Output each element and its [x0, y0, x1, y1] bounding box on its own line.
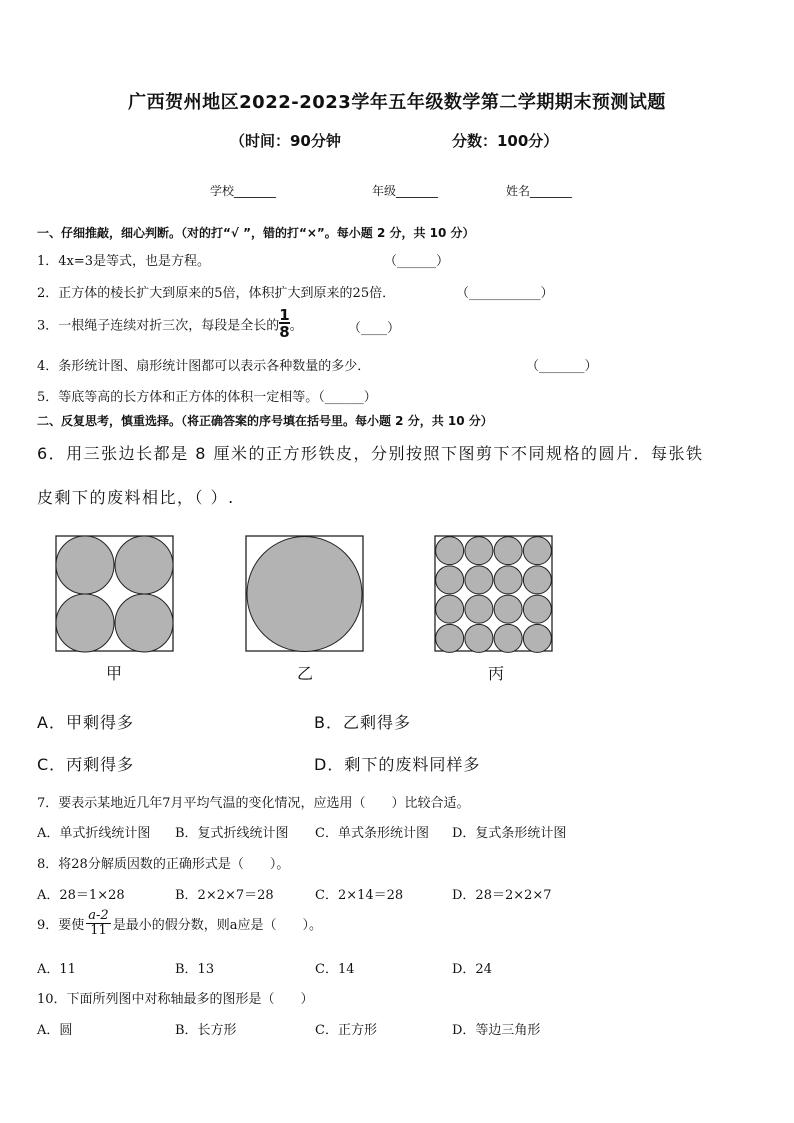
question-8: 8．将28分解质因数的正确形式是（ ）。	[37, 857, 290, 872]
circle-piece	[56, 536, 114, 594]
q7-option-c[interactable]: C．单式条形统计图	[315, 826, 429, 841]
q10-option-a[interactable]: A．圆	[37, 1023, 73, 1038]
question-6-line2: 皮剩下的废料相比，（ ）.	[37, 488, 235, 507]
circle-piece	[56, 594, 114, 652]
circle-piece	[247, 537, 362, 652]
circle-piece	[523, 624, 551, 652]
fraction-a-minus-2-over-11: $\frac{a-2}{11}$	[88, 908, 109, 938]
question-4: 4．条形统计图、扇形统计图都可以表示各种数量的多少．	[37, 359, 371, 374]
q8-option-c[interactable]: C．2×14＝28	[315, 888, 404, 903]
question-1-blank: （______）	[384, 254, 450, 269]
figure-yi-label: 乙	[297, 664, 314, 683]
question-3-blank: （____）	[348, 321, 401, 336]
q7-option-d[interactable]: D．复式条形统计图	[452, 826, 567, 841]
circle-piece	[436, 595, 464, 623]
q9-option-c[interactable]: C．14	[315, 962, 355, 977]
question-3: 3．一根绳子连续对折三次，每段是全长的 $\frac{1}{8}$ 。	[37, 306, 303, 341]
question-5: 5．等底等高的长方体和正方体的体积一定相等。（______）	[37, 390, 377, 405]
question-2-blank: （___________）	[456, 286, 554, 301]
q6-option-d[interactable]: D．剩下的废料同样多	[314, 755, 481, 774]
page-title: 广西贺州地区2022-2023学年五年级数学第二学期期末预测试题	[128, 92, 666, 113]
circle-piece	[494, 566, 522, 594]
circle-piece	[523, 595, 551, 623]
school-field: 学校_______	[210, 184, 277, 198]
question-3-text: 3．一根绳子连续对折三次，每段是全长的	[37, 318, 280, 334]
grade-field: 年级_______	[372, 184, 439, 198]
circle-piece	[523, 566, 551, 594]
q6-option-c[interactable]: C．丙剩得多	[37, 755, 135, 774]
circle-piece	[465, 624, 493, 652]
q7-option-b[interactable]: B．复式折线统计图	[175, 826, 289, 841]
circle-piece	[465, 566, 493, 594]
circle-piece	[115, 594, 173, 652]
circle-piece	[494, 595, 522, 623]
figure-yi	[245, 535, 365, 655]
question-10: 10．下面所列图中对称轴最多的图形是（ ）	[37, 992, 314, 1007]
circle-piece	[465, 537, 493, 565]
circle-piece	[436, 566, 464, 594]
circle-piece	[465, 595, 493, 623]
circle-piece	[494, 624, 522, 652]
question-6-line1: 6．用三张边长都是 8 厘米的正方形铁皮，分别按照下图剪下不同规格的圆片．每张铁	[37, 444, 704, 463]
circle-piece	[436, 537, 464, 565]
fraction-one-eighth: $\frac{1}{8}$	[279, 306, 290, 341]
circle-piece	[436, 624, 464, 652]
q10-option-d[interactable]: D．等边三角形	[452, 1023, 541, 1038]
circle-piece	[115, 536, 173, 594]
figure-bing	[434, 535, 554, 655]
q8-option-b[interactable]: B．2×2×7＝28	[175, 888, 274, 903]
question-4-blank: （_______）	[526, 359, 598, 374]
q10-option-b[interactable]: B．长方形	[175, 1023, 237, 1038]
q8-option-a[interactable]: A．28＝1×28	[37, 888, 125, 903]
figure-jia-label: 甲	[106, 664, 123, 683]
question-2: 2．正方体的棱长扩大到原来的5倍，体积扩大到原来的25倍．	[37, 286, 396, 301]
figure-jia	[55, 535, 175, 655]
q9-option-b[interactable]: B．13	[175, 962, 215, 977]
circle-piece	[494, 537, 522, 565]
q8-option-d[interactable]: D．28＝2×2×7	[452, 888, 552, 903]
name-field: 姓名_______	[506, 184, 573, 198]
figure-bing-label: 丙	[488, 664, 505, 683]
circle-piece	[523, 537, 551, 565]
section-2-heading: 二、反复思考，慎重选择。（将正确答案的序号填在括号里。每小题 2 分，共 10 分）	[37, 414, 493, 428]
question-1: 1．4x=3是等式，也是方程。	[37, 254, 211, 269]
q7-option-a[interactable]: A．单式折线统计图	[37, 826, 151, 841]
q6-option-a[interactable]: A．甲剩得多	[37, 713, 134, 732]
q6-option-b[interactable]: B．乙剩得多	[314, 713, 411, 732]
q9-option-d[interactable]: D．24	[452, 962, 492, 977]
time-info: （时间：90分钟	[230, 132, 341, 150]
score-info: 分数：100分）	[452, 132, 559, 150]
question-7: 7．要表示某地近几年7月平均气温的变化情况，应选用（ ）比较合适。	[37, 796, 470, 811]
question-9: 9．要使 $\frac{a-2}{11}$ 是最小的假分数，则a应是（ ）。	[37, 908, 322, 938]
q9-option-a[interactable]: A．11	[37, 962, 76, 977]
q10-option-c[interactable]: C．正方形	[315, 1023, 377, 1038]
section-1-heading: 一、仔细推敲，细心判断。（对的打“√ ”，错的打“×”。每小题 2 分，共 10 分）	[37, 226, 475, 240]
